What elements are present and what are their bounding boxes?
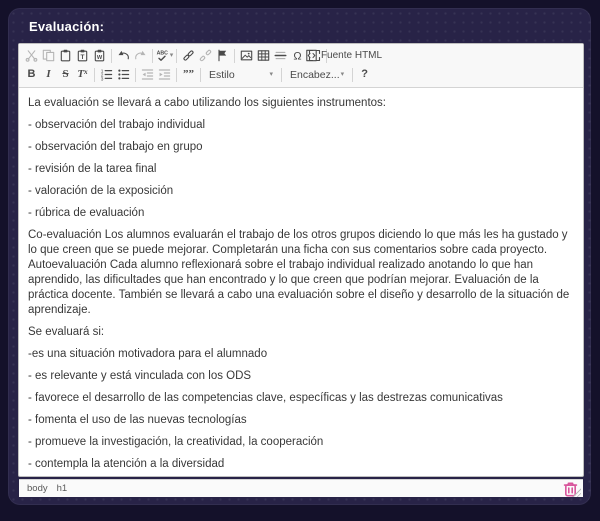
- italic-button[interactable]: [40, 66, 57, 84]
- toolbar-separator: [135, 68, 136, 82]
- copy-button: [40, 47, 57, 65]
- remove-format-button[interactable]: [74, 66, 91, 84]
- content-paragraph: - fomenta el uso de las nuevas tecnologías: [28, 414, 247, 426]
- content-paragraph: Se evaluará si:: [28, 326, 105, 338]
- source-label: Fuente HTML: [320, 50, 383, 61]
- special-char-button[interactable]: [289, 47, 306, 65]
- outdent-button: [139, 66, 156, 84]
- svg-text:3: 3: [100, 77, 104, 83]
- content-paragraph: - observación del trabajo individual: [28, 119, 206, 131]
- blockquote-button[interactable]: [180, 66, 197, 84]
- editor-content[interactable]: [19, 88, 583, 479]
- strike-icon: S: [62, 68, 69, 80]
- toolbar-separator: [111, 49, 112, 63]
- paste-button[interactable]: [57, 47, 74, 65]
- format-combo[interactable]: [285, 66, 349, 84]
- toolbar-separator: [234, 49, 235, 63]
- bold-button[interactable]: [23, 66, 40, 84]
- source-icon: [305, 49, 318, 62]
- rich-text-editor: [18, 43, 584, 494]
- chevron-down-icon: ▾: [340, 71, 345, 78]
- toolbar-separator: [352, 68, 353, 82]
- ol-icon: [100, 68, 113, 81]
- content-paragraph: - valoración de la exposición: [28, 185, 174, 197]
- table-icon: [257, 49, 270, 62]
- elements-path: [27, 483, 67, 494]
- svg-text:T: T: [80, 54, 85, 61]
- ul-icon: [117, 68, 130, 81]
- path-item-h1[interactable]: h1: [56, 483, 68, 494]
- undo-icon: [117, 49, 130, 62]
- flag-icon: [216, 49, 229, 62]
- toolbar-separator: [281, 68, 282, 82]
- content-paragraph: La evaluación se llevará a cabo utilizando los siguientes instrumentos:: [28, 97, 386, 109]
- anchor-button[interactable]: [214, 47, 231, 65]
- spellcheck-icon: [156, 49, 169, 62]
- paste-from-word-button[interactable]: [91, 47, 108, 65]
- clipboard-word-icon: [93, 49, 106, 62]
- svg-text:ABC: ABC: [156, 50, 168, 57]
- toolbar-separator: [94, 68, 95, 82]
- content-paragraph: - promueve la investigación, la creatividad, la cooperación: [28, 436, 324, 448]
- chevron-down-icon: ▾: [169, 52, 174, 59]
- source-button[interactable]: [320, 47, 383, 65]
- unlink-button: [197, 47, 214, 65]
- content-paragraph: - es relevante y está vinculada con los ODS: [28, 370, 252, 382]
- elements-path-bar: [19, 479, 583, 497]
- styles-combo[interactable]: [204, 66, 278, 84]
- remove-format-icon: T x: [77, 68, 88, 80]
- svg-text:Ω: Ω: [293, 50, 302, 63]
- link-icon: [182, 49, 195, 62]
- table-button[interactable]: [255, 47, 272, 65]
- toolbar-separator: [200, 68, 201, 82]
- format-combo-label: Encabez...: [290, 68, 340, 81]
- content-paragraph: Co-evaluación Los alumnos evaluarán el trabajo de los otros grupos diciendo lo que más les ha gustado y lo que creen que se puede mejorar. Completarán una ficha con sus comentarios sobre cada proyecto. Autoevaluación Cada alumno reflexionará sobre el trabajo individual realizado anotando lo que han aprendido, las dificultades que han encontrado y lo que creen que podrían mejorar. Evaluación de la práctica docente. También se llevará a cabo una evaluación sobre el diseño y desarrollo de la situación de aprendizaje.: [28, 229, 570, 316]
- indent-icon: [158, 68, 171, 81]
- bold-icon: B: [27, 68, 36, 80]
- clipboard-text-icon: [76, 49, 89, 62]
- content-paragraph: - observación del trabajo en grupo: [28, 141, 203, 153]
- about-button[interactable]: [356, 66, 373, 84]
- question-icon: ?: [361, 68, 368, 80]
- redo-icon: [134, 49, 147, 62]
- toolbar-separator: [176, 68, 177, 82]
- chevron-down-icon: ▾: [269, 71, 273, 78]
- toolbar-row-1: [23, 46, 579, 65]
- styles-combo-label: Estilo: [209, 68, 235, 81]
- quote-icon: ””: [183, 68, 194, 80]
- toolbar-separator: [176, 49, 177, 63]
- undo-button[interactable]: [115, 47, 132, 65]
- numbered-list-button[interactable]: [98, 66, 115, 84]
- redo-button: [132, 47, 149, 65]
- spellcheck-button[interactable]: [156, 47, 173, 65]
- image-icon: [240, 49, 253, 62]
- content-paragraph: -es una situación motivadora para el alumnado: [28, 348, 268, 360]
- strikethrough-button[interactable]: [57, 66, 74, 84]
- content-paragraph: - rúbrica de evaluación: [28, 207, 145, 219]
- scissors-icon: [25, 49, 38, 62]
- copy-icon: [42, 49, 55, 62]
- editor-toolbar: [19, 44, 583, 88]
- link-button[interactable]: [180, 47, 197, 65]
- bulleted-list-button[interactable]: [115, 66, 132, 84]
- horizontal-rule-button[interactable]: [272, 47, 289, 65]
- outdent-icon: [141, 68, 154, 81]
- omega-icon: [291, 49, 304, 62]
- unlink-icon: [199, 49, 212, 62]
- field-label: Evaluación:: [29, 19, 105, 34]
- cut-button: [23, 47, 40, 65]
- clipboard-icon: [59, 49, 72, 62]
- paste-plain-text-button[interactable]: [74, 47, 91, 65]
- path-item-body[interactable]: body: [27, 483, 48, 494]
- content-paragraph: - revisión de la tarea final: [28, 163, 157, 175]
- trash-icon: [562, 481, 579, 503]
- svg-text:W: W: [96, 54, 103, 61]
- content-paragraph: - contempla la atención a la diversidad: [28, 458, 225, 470]
- svg-text:1: 1: [100, 69, 104, 75]
- hr-icon: [274, 49, 287, 62]
- toolbar-row-2: [23, 65, 579, 84]
- image-button[interactable]: [238, 47, 255, 65]
- indent-button: [156, 66, 173, 84]
- toolbar-separator: [152, 49, 153, 63]
- italic-icon: I: [46, 68, 51, 80]
- svg-text:2: 2: [100, 73, 104, 79]
- form-card: [8, 8, 591, 505]
- content-paragraph: - favorece el desarrollo de las competencias clave, específicas y las destrezas comunicativas: [28, 392, 503, 404]
